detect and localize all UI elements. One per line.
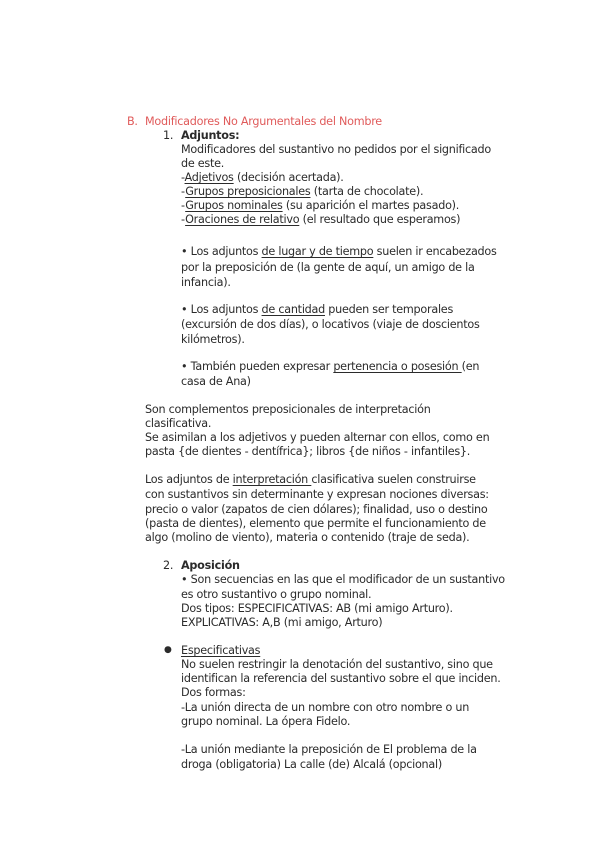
definition-line: Modificadores del sustantivo no pedidos por el significado <box>181 143 491 156</box>
aposicion-line: Dos tipos: ESPECIFICATIVAS: AB (mi amigo Arturo). <box>181 602 453 615</box>
paragraph-line: precio o valor (zapatos de cien dólares); finalidad, uso o destino <box>145 503 488 516</box>
paragraph-line: clasificativa. <box>145 417 212 430</box>
paragraph-term: interpretación <box>232 473 312 486</box>
especificativas-line: grupo nominal. La ópera Fidelo. <box>181 715 351 728</box>
subsection-title-adjuntos: Adjuntos: <box>181 129 240 142</box>
note-text: (en <box>461 360 480 373</box>
item-example: (tarta de chocolate). <box>310 185 424 198</box>
item-prefix: - <box>181 185 186 198</box>
item-term: Grupos preposicionales <box>185 185 311 198</box>
item-prefix: - <box>181 199 186 212</box>
item-term: Oraciones de relativo <box>185 213 300 226</box>
list-number: 1. <box>163 129 174 142</box>
note-text: • También pueden expresar <box>181 360 334 373</box>
paragraph-text: Los adjuntos de <box>145 473 233 486</box>
especificativas-line: droga (obligatoria) La calle (de) Alcalá (opcional) <box>181 758 442 771</box>
paragraph-line: algo (molino de viento), materia o contenido (traje de seda). <box>145 531 470 544</box>
especificativas-line: identifican la referencia del sustantivo sobre el que inciden. <box>181 672 501 685</box>
paragraph-text: clasificativa suelen construirse <box>311 473 476 486</box>
bullet-icon: ● <box>164 645 172 655</box>
adjunct-type-item <box>181 212 460 227</box>
note-line <box>181 244 497 259</box>
note-line <box>181 359 479 374</box>
note-text: • Los adjuntos <box>181 245 262 258</box>
aposicion-line: EXPLICATIVAS: A,B (mi amigo, Arturo) <box>181 616 383 629</box>
item-example: (decisión acertada). <box>233 171 344 184</box>
subsection-title-especificativas: Especificativas <box>181 644 261 657</box>
adjunct-type-item <box>181 170 344 185</box>
note-text: • Los adjuntos <box>181 303 262 316</box>
note-line: kilómetros). <box>181 333 245 346</box>
section-title: Modificadores No Argumentales del Nombre <box>145 115 382 128</box>
note-line <box>181 302 453 317</box>
item-example: (su aparición el martes pasado). <box>282 199 460 212</box>
paragraph-line: Se asimilan a los adjetivos y pueden alternar con ellos, como en <box>145 431 490 444</box>
paragraph-line: Son complementos preposicionales de interpretación <box>145 403 431 416</box>
section-letter: B. <box>127 115 138 128</box>
adjunct-type-item <box>181 184 423 199</box>
note-line: (excursión de dos días), o locativos (viaje de doscientos <box>181 318 480 331</box>
paragraph-line: con sustantivos sin determinante y expresan nociones diversas: <box>145 488 489 501</box>
adjunct-type-item <box>181 198 459 213</box>
especificativas-line: No suelen restringir la denotación del sustantivo, sino que <box>181 658 493 671</box>
item-term: Grupos nominales <box>185 199 283 212</box>
item-example: (el resultado que esperamos) <box>299 213 461 226</box>
note-term: de lugar y de tiempo <box>261 245 374 258</box>
item-term: Adjetivos <box>184 171 234 184</box>
item-prefix: - <box>181 213 186 226</box>
paragraph-line <box>145 472 476 487</box>
note-line: casa de Ana) <box>181 375 251 388</box>
note-text: suelen ir encabezados <box>373 245 497 258</box>
list-number: 2. <box>163 559 174 572</box>
note-term: pertenencia o posesión <box>333 360 462 373</box>
especificativas-line: Dos formas: <box>181 686 246 699</box>
paragraph-line: pasta {de dientes - dentífrica}; libros {de niños - infantiles}. <box>145 445 471 458</box>
note-line: por la preposición de (la gente de aquí, un amigo de la <box>181 261 475 274</box>
especificativas-line: -La unión mediante la preposición de El problema de la <box>181 743 477 756</box>
note-text: pueden ser temporales <box>325 303 454 316</box>
aposicion-line: • Son secuencias en las que el modificador de un sustantivo <box>181 573 505 586</box>
paragraph-line: (pasta de dientes), elemento que permite el funcionamiento de <box>145 517 486 530</box>
note-line: infancia). <box>181 276 231 289</box>
especificativas-line: -La unión directa de un nombre con otro nombre o un <box>181 701 470 714</box>
subsection-title-aposicion: Aposición <box>181 559 240 572</box>
definition-line: de este. <box>181 157 225 170</box>
item-prefix: - <box>181 171 185 184</box>
aposicion-line: es otro sustantivo o grupo nominal. <box>181 588 372 601</box>
note-term: de cantidad <box>261 303 325 316</box>
